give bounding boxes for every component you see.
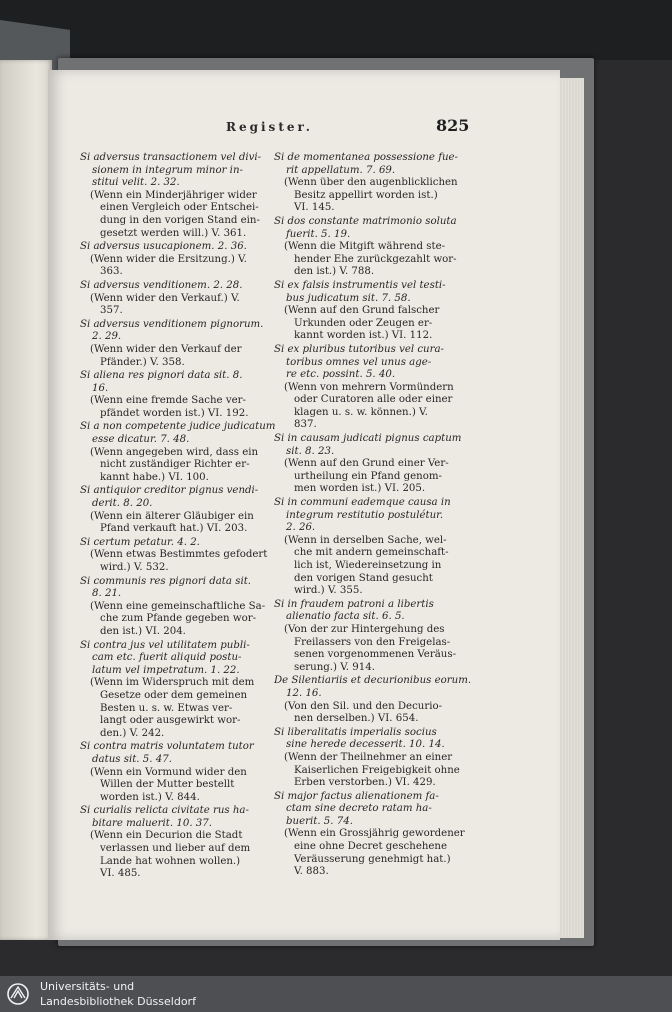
entry-latin-heading [274,344,478,382]
german-line: (Wenn eine gemeinschaftliche Sa- [90,600,266,612]
latin-line: Si in fraudem patroni a libertis [274,598,434,610]
index-entry [80,280,284,318]
index-entry [274,791,478,879]
facing-page-edge [0,60,52,940]
german-line: Erben verstorben.) VI. 429. [294,777,436,789]
entry-latin-heading [274,497,478,535]
scanner-backdrop [0,0,672,60]
latin-line: Si a non competente judice judicatum [80,421,276,433]
german-line: Gesetze oder dem gemeinen [100,689,248,701]
latin-line: De Silentiariis et decurionibus eorum. [274,675,472,687]
german-line: 363. [100,266,123,278]
entry-german-gloss [274,828,478,878]
entry-german-gloss [80,447,284,485]
entry-german-gloss [274,752,478,790]
ulb-logo-icon [6,982,30,1006]
german-line: (Wenn ein Decurion die Stadt [90,830,243,842]
german-line: (Von den Sil. und den Decurio- [284,700,443,712]
german-line: (Wenn auf den Grund falscher [284,305,440,317]
entry-latin-heading [80,280,284,293]
german-line: Kaiserlichen Freigebigkeit ohne [294,764,460,776]
german-line: hender Ehe zurückgezahlt wor- [294,253,457,265]
index-entry [274,599,478,675]
entry-german-gloss [80,293,284,318]
german-line: (Wenn wider den Verkauf.) V. [90,292,240,304]
page-number: 825 [436,116,470,135]
entry-latin-heading [274,599,478,624]
german-line: den.) V. 242. [100,727,165,739]
latin-line: cam etc. fuerit aliquid postu- [92,652,242,664]
german-line: Freilassers von den Freigelas- [294,636,451,648]
german-line: (Wenn in derselben Sache, wel- [284,534,447,546]
entry-german-gloss [80,190,284,240]
latin-line: Si de momentanea possessione fue- [274,152,458,163]
latin-line: 12. 16. [286,687,322,699]
page-header [48,118,560,142]
latin-line: Si adversus transactionem vel divi- [80,152,262,163]
entry-german-gloss [80,254,284,279]
index-entry [80,537,284,575]
german-line: langt oder ausgewirkt wor- [100,715,241,727]
entry-latin-heading [274,727,478,752]
latin-line: 16. [92,382,109,394]
latin-line: Si in causam judicati pignus captum [274,433,462,445]
german-line: (Von der zur Hintergehung des [284,623,445,635]
german-line: pfändet worden ist.) VI. 192. [100,407,249,419]
german-line: den ist.) V. 788. [294,266,375,278]
latin-line: datus sit. 5. 47. [92,753,172,765]
entry-german-gloss [274,305,478,343]
entry-german-gloss [274,382,478,432]
entry-latin-heading [274,433,478,458]
latin-line: sine herede decesserit. 10. 14. [286,739,445,751]
latin-line: Si in communi eademque causa in [274,497,451,509]
entry-latin-heading [80,370,284,395]
index-entry [274,433,478,496]
german-line: wird.) V. 532. [100,562,169,573]
german-line: Besten u. s. w. Etwas ver- [100,702,233,714]
german-line: (Wenn von mehrern Vormündern [284,381,454,393]
latin-line: latum vel impetratum. 1. 22. [92,664,240,676]
german-line: (Wenn über den augenblicklichen [284,177,458,189]
entry-german-gloss [80,549,284,574]
latin-line: sionem in integrum minor in- [92,164,243,176]
german-line: gesetzt werden will.) V. 361. [100,227,247,239]
german-line: nen derselben.) VI. 654. [294,713,419,725]
entry-german-gloss [274,177,478,215]
german-line: che mit andern gemeinschaft- [294,547,449,559]
latin-line: Si antiquior creditor pignus vendi- [80,485,259,497]
german-line: V. 883. [294,866,329,878]
german-line: klagen u. s. w. können.) V. [294,406,428,418]
german-line: (Wenn auf den Grund einer Ver- [284,458,449,470]
latin-line: Si communis res pignori data sit. [80,575,252,587]
german-line: Pfand verkauft hat.) VI. 203. [100,523,248,535]
entry-latin-heading [274,675,478,700]
latin-line: Si dos constante matrimonio soluta [274,215,457,227]
latin-line: Si contra jus vel utilitatem publi- [80,639,250,651]
german-line: wird.) V. 355. [294,585,363,597]
entry-latin-heading [80,805,284,830]
entry-german-gloss [274,458,478,496]
german-line: dung in den vorigen Stand ein- [100,214,260,226]
entry-latin-heading [80,741,284,766]
german-line: 837. [294,419,317,431]
entry-german-gloss [80,344,284,369]
entry-latin-heading [274,280,478,305]
german-line: (Wenn eine fremde Sache ver- [90,395,246,407]
german-line: men worden ist.) VI. 205. [294,483,426,495]
footer-line-2: Landesbibliothek Düsseldorf [40,995,196,1008]
index-entry [80,319,284,369]
latin-line: Si curialis relicta civitate rus ha- [80,805,249,817]
german-line: serung.) V. 914. [294,661,375,673]
entry-latin-heading [80,421,284,446]
entry-latin-heading [80,319,284,344]
latin-line: bitare maluerit. 10. 37. [92,817,213,829]
running-head: Register. [226,120,313,134]
index-entry [274,675,478,725]
latin-line: Si liberalitatis imperialis socius [274,726,437,738]
german-line: den vorigen Stand gesucht [294,572,433,584]
entry-german-gloss [80,830,284,880]
german-line: (Wenn wider den Verkauf der [90,343,242,355]
index-entry [274,497,478,598]
index-entry [80,741,284,804]
german-line: den ist.) VI. 204. [100,625,186,637]
german-line: senen vorgenommenen Veräus- [294,649,457,661]
entry-latin-heading [80,640,284,678]
german-line: (Wenn ein älterer Gläubiger ein [90,510,254,522]
german-line: (Wenn wider die Ersitzung.) V. [90,253,247,265]
german-line: (Wenn ein Vormund wider den [90,766,247,778]
entry-german-gloss [80,601,284,639]
entry-latin-heading [80,485,284,510]
german-line: (Wenn im Widerspruch mit dem [90,677,255,689]
german-line: (Wenn der Theilnehmer an einer [284,751,453,763]
german-line: Besitz appellirt worden ist.) [294,189,438,201]
latin-line: Si adversus venditionem. 2. 28. [80,279,243,291]
entry-latin-heading [80,537,284,550]
latin-line: Si adversus venditionem pignorum. [80,318,264,330]
german-line: lich ist, Wiedereinsetzung in [294,560,442,571]
index-entry [80,152,284,240]
german-line: Lande hat wohnen wollen.) [100,855,241,867]
entry-latin-heading [274,152,478,177]
index-entry [80,805,284,881]
latin-line: derit. 8. 20. [92,498,153,510]
latin-line: buerit. 5. 74. [286,815,353,827]
german-line: che zum Pfande gegeben wor- [100,613,257,625]
entry-german-gloss [274,535,478,598]
german-line: Willen der Mutter bestellt [100,779,235,791]
latin-line: fuerit. 5. 19. [286,228,351,240]
german-line: VI. 485. [100,868,141,880]
latin-line: Si certum petatur. 4. 2. [80,536,200,548]
entry-german-gloss [274,241,478,279]
latin-line: sit. 8. 23. [286,445,335,457]
latin-line: Si ex pluribus tutoribus vel cura- [274,343,444,355]
latin-line: Si contra matris voluntatem tutor [80,741,254,753]
german-line: Pfänder.) V. 358. [100,356,185,368]
latin-line: bus judicatum sit. 7. 58. [286,292,411,304]
entry-german-gloss [80,767,284,805]
index-entry [80,370,284,420]
entry-german-gloss [80,395,284,420]
index-entry [80,241,284,279]
latin-line: Si adversus usucapionem. 2. 36. [80,241,247,253]
german-line: kannt worden ist.) VI. 112. [294,330,433,342]
entry-german-gloss [274,701,478,726]
german-line: (Wenn ein Grossjährig gewordener [284,828,465,840]
entry-latin-heading [80,152,284,190]
latin-line: Si major factus alienationem fa- [274,790,439,802]
book-page [48,70,560,940]
latin-line: Si ex falsis instrumentis vel testi- [274,279,446,291]
german-line: 357. [100,305,123,317]
german-line: kannt habe.) VI. 100. [100,471,209,483]
entry-latin-heading [274,216,478,241]
latin-line: toribus omnes vel unus age- [286,356,432,368]
german-line: verlassen und lieber auf dem [100,843,251,855]
left-index-column [80,152,284,882]
latin-line: 2. 26. [286,522,316,534]
latin-line: stitui velit. 2. 32. [92,177,180,189]
german-line: worden ist.) V. 844. [100,791,200,803]
latin-line: esse dicatur. 7. 48. [92,434,190,446]
index-entry [80,421,284,484]
index-entry [80,485,284,535]
entry-latin-heading [80,576,284,601]
latin-line: Si aliena res pignori data sit. 8. [80,370,243,382]
german-line: (Wenn ein Minderjähriger wider [90,189,257,201]
entry-latin-heading [80,241,284,254]
library-footer [0,976,672,1012]
german-line: (Wenn angegeben wird, dass ein [90,446,259,458]
german-line: einen Vergleich oder Entschei- [100,202,259,214]
footer-line-1: Universitäts- und [40,980,135,993]
index-entry [80,576,284,639]
index-entry [274,344,478,432]
index-entry [80,640,284,741]
german-line: urtheilung ein Pfand genom- [294,470,442,482]
index-entry [274,152,478,215]
entry-latin-heading [274,791,478,829]
latin-line: ctam sine decreto ratam ha- [286,803,432,815]
german-line: (Wenn die Mitgift während ste- [284,241,446,253]
entry-german-gloss [274,624,478,674]
right-index-column [274,152,478,880]
index-entry [274,727,478,790]
german-line: eine ohne Decret geschehene [294,841,448,853]
latin-line: rit appellatum. 7. 69. [286,164,396,176]
latin-line: integrum restitutio postulétur. [286,509,444,521]
index-entry [274,216,478,279]
german-line: (Wenn etwas Bestimmtes gefodert [90,549,268,561]
entry-german-gloss [80,677,284,740]
german-line: VI. 145. [294,202,335,214]
german-line: Veräusserung genehmigt hat.) [294,853,451,865]
latin-line: 2. 29. [92,331,122,343]
german-line: Urkunden oder Zeugen er- [294,317,433,329]
index-entry [274,280,478,343]
latin-line: alienatio facta sit. 6. 5. [286,611,405,623]
german-line: nicht zuständiger Richter er- [100,459,250,471]
german-line: oder Curatoren alle oder einer [294,394,453,406]
entry-german-gloss [80,511,284,536]
latin-line: 8. 21. [92,588,122,600]
latin-line: re etc. possint. 5. 40. [286,369,396,381]
